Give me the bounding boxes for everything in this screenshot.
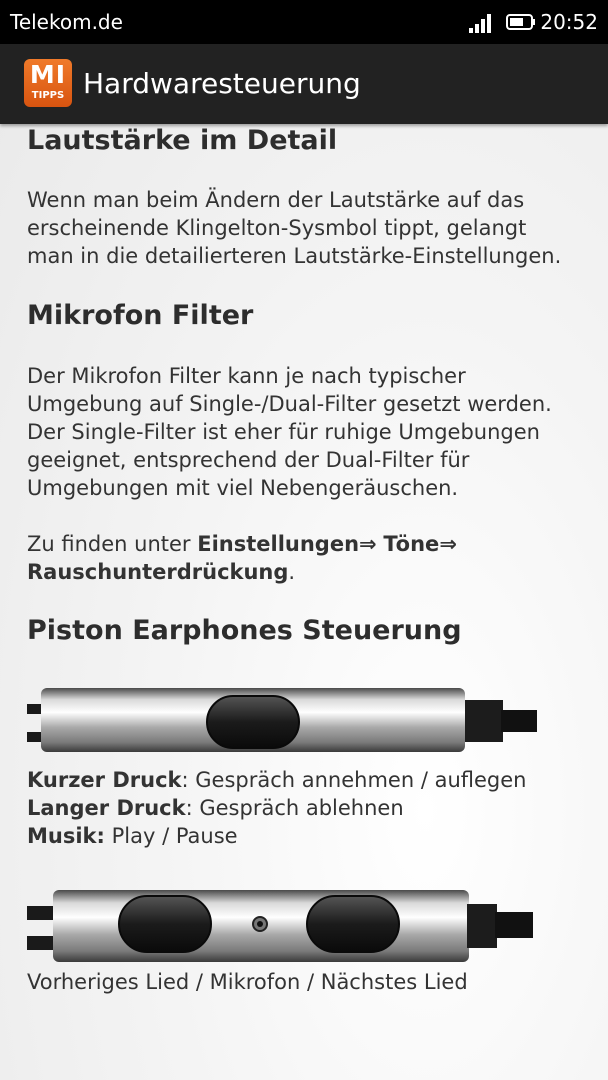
- paragraph-line: Wenn man beim Ändern der Lautstärke auf das: [27, 188, 525, 212]
- path-tones: Töne: [383, 532, 440, 556]
- heading-mic-filter: Mikrofon Filter: [27, 300, 254, 331]
- path-settings: Einstellungen: [197, 532, 360, 556]
- heading-volume-detail: Lautstärke im Detail: [27, 125, 338, 156]
- mic-filter-paragraph: [27, 362, 552, 502]
- paragraph-line: Der Single-Filter ist eher für ruhige Umgebungen: [27, 420, 540, 444]
- logo-mi-text: MI: [29, 60, 67, 89]
- battery-icon: [506, 14, 536, 30]
- paragraph-line: Der Mikrofon Filter kann je nach typischer: [27, 364, 466, 388]
- triple-button-caption: Vorheriges Lied / Mikrofon / Nächstes Lied: [27, 970, 468, 994]
- legend-label: Kurzer Druck: [27, 768, 182, 792]
- paragraph-line: Umgebung auf Single-/Dual-Filter gesetzt werden.: [27, 392, 552, 416]
- paragraph-line: man in die detailierteren Lautstärke-Einstellungen.: [27, 244, 562, 268]
- logo-tipps-text: TIPPS: [31, 90, 65, 101]
- arrow-glyph: ⇒: [439, 532, 457, 556]
- status-bar: [0, 0, 608, 44]
- volume-paragraph: [27, 186, 561, 270]
- triple-button-remote-image: [27, 886, 537, 966]
- legend-line-music: [27, 822, 526, 850]
- find-prefix: Zu finden unter: [27, 532, 198, 556]
- legend-line-short-press: [27, 766, 526, 794]
- single-button-remote-image: [27, 686, 537, 754]
- path-noise-reduction: Rauschunterdrückung: [27, 560, 289, 584]
- legend-label: Musik:: [27, 824, 105, 848]
- arrow-glyph: ⇒: [359, 532, 377, 556]
- triple-button-caption-wrap: [27, 968, 468, 996]
- legend-text: : Gespräch annehmen / auflegen: [181, 768, 527, 792]
- page-title: Hardwaresteuerung: [83, 67, 361, 100]
- paragraph-line: geeignet, entsprechend der Dual-Filter für: [27, 448, 470, 472]
- single-button-legend: [27, 766, 526, 850]
- heading-earphones: Piston Earphones Steuerung: [27, 615, 462, 646]
- carrier-name: Telekom.de: [10, 10, 123, 34]
- legend-label: Langer Druck: [27, 796, 186, 820]
- settings-path-line-1: [27, 530, 457, 558]
- find-suffix: .: [288, 560, 296, 584]
- paragraph-line: Umgebungen mit viel Nebengeräuschen.: [27, 476, 459, 500]
- legend-text: Play / Pause: [104, 824, 238, 848]
- legend-line-long-press: [27, 794, 526, 822]
- settings-path-line-2: [27, 558, 457, 586]
- signal-strength-icon: [468, 13, 494, 33]
- settings-path: [27, 530, 457, 586]
- legend-text: : Gespräch ablehnen: [185, 796, 404, 820]
- paragraph-line: erscheinende Klingelton-Sysmbol tippt, gelangt: [27, 216, 527, 240]
- clock: 20:52: [540, 10, 598, 34]
- app-logo[interactable]: [24, 59, 72, 107]
